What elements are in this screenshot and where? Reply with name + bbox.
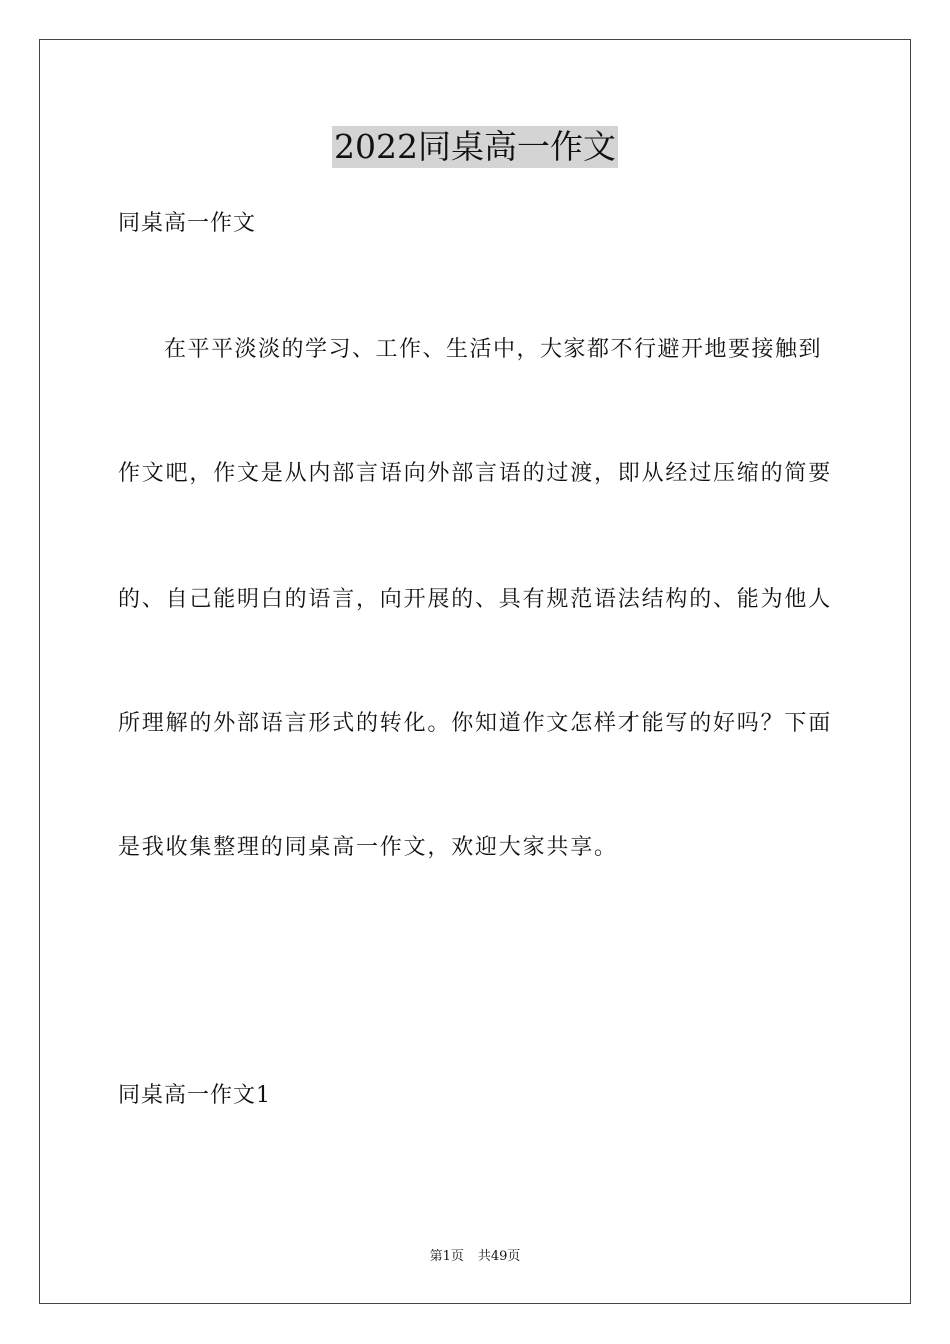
document-subtitle: 同桌高一作文 bbox=[118, 211, 257, 236]
title-container bbox=[0, 126, 950, 168]
paragraph-line-4: 所理解的外部语言形式的转化。你知道作文怎样才能写的好吗？下面 bbox=[118, 711, 833, 736]
document-title: 2022同桌高一作文 bbox=[334, 127, 616, 166]
paragraph-line-3: 的、自己能明白的语言，向开展的、具有规范语法结构的、能为他人 bbox=[118, 587, 833, 612]
page-footer bbox=[0, 1248, 950, 1266]
page-number: 第1页 bbox=[429, 1249, 464, 1264]
page-total: 共49页 bbox=[477, 1249, 521, 1264]
paragraph-line-5: 是我收集整理的同桌高一作文，欢迎大家共享。 bbox=[118, 835, 618, 860]
section-heading: 同桌高一作文1 bbox=[118, 1083, 271, 1108]
paragraph-line-1: 在平平淡淡的学习、工作、生活中，大家都不行避开地要接触到 bbox=[164, 337, 823, 362]
paragraph-line-2: 作文吧，作文是从内部言语向外部言语的过渡，即从经过压缩的简要 bbox=[118, 461, 833, 486]
